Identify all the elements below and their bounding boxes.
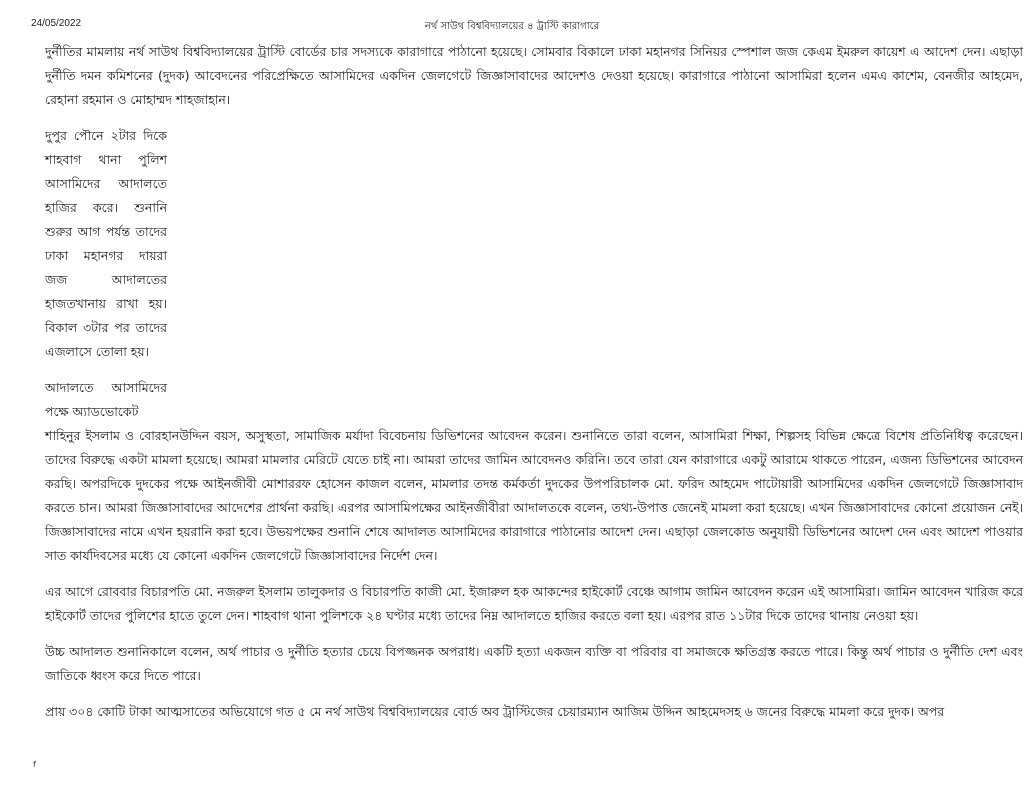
article-paragraph: দুর্নীতির মামলায় নর্থ সাউথ বিশ্ববিদ্যালয়ের ট্রাস্টি বোর্ডের চার সদস্যকে কারাগারে পাঠানো হয়েছে। সোমবার বিকালে ঢাকা মহানগর সিনিয়র স্পেশাল জজ কেএম ইমরুল কায়েশ এ আদেশ দেন। এছাড়া দুর্নীতি দমন কমিশনের (দুদক) আবেদনের পরিপ্রেক্ষিতে আসামিদের একদিন জেলগেটে জিজ্ঞাসাবাদের আদেশও দেওয়া হয়েছে। কারাগারে পাঠানো আসামিরা হলেন এমএ কাশেম, বেনজীর আহমেদ, রেহানা রহমান ও মোহাম্মদ শাহজাহান। xyxy=(45,44,1023,107)
article-paragraph: উচ্চ আদালত শুনানিকালে বলেন, অর্থ পাচার ও দুর্নীতি হত্যার চেয়ে বিপজ্জনক অপরাধ। একটি হত্যা একজন ব্যক্তি বা পরিবার বা সমাজকে ক্ষতিগ্রস্ত করতে পারে। কিন্তু অর্থ পাচার ও দুর্নীতি দেশ এবং জাতিকে ধ্বংস করে দিতে পারে। xyxy=(45,644,1023,683)
article-paragraph: আদালতে আসামিদের পক্ষে অ্যাডভোকেট xyxy=(45,380,167,419)
article-paragraph: শাহিনুর ইসলাম ও বোরহানউদ্দিন বয়স, অসুস্থতা, সামাজিক মর্যাদা বিবেচনায় ডিভিশনের আবেদন করেন। শুনানিতে তারা বলেন, আসামিরা শিক্ষা, শিল্পসহ বিভিন্ন ক্ষেত্রে বিশেষ প্রতিনিধিত্ব করেছেন। তাদের বিরুদ্ধে একটা মামলা হয়েছে। আমরা মামলার মেরিটে যেতে চাই না। আমরা তাদের জামিন আবেদনও করিনি। তবে তারা যেন কারাগারে একটু আরামে থাকতে পারেন, এজন্য ডিভিশনের আবেদন করছি। অপরদিকে দুদকের পক্ষে আইনজীবী মোশাররফ হোসেন কাজল বলেন, মামলার তদন্ত কর্মকর্তা দুদকের উপপরিচালক মো. ফরিদ আহমেদ পাটোয়ারী আসামিদের একদিন জেলগেটে জিজ্ঞাসাবাদ করতে চান। আমরা জিজ্ঞাসাবাদের আদেশের প্রার্থনা করছি। এরপর আসামিপক্ষের আইনজীবীরা আদালতকে বলেন, তথ্য-উপাত্ত জেনেই মামলা করা হয়েছে। এখন জিজ্ঞাসাবাদের কোনো প্রয়োজন নেই। জিজ্ঞাসাবাদের নামে এখন হয়রানি করা হবে। উভয়পক্ষের শুনানি শেষে আদালত আসামিদের কারাগারে পাঠানোর আদেশ দেন। এছাড়া জেলকোড অনুযায়ী ডিভিশনের আদেশ দেন এবং আদেশ পাওয়ার সাত কার্যদিবসের মধ্যে যে কোনো একদিন জেলগেটে জিজ্ঞাসাবাদের নির্দেশ দেন। xyxy=(45,428,1023,563)
article-paragraph: দুপুর পৌনে ২টার দিকে শাহবাগ থানা পুলিশ আসামিদের আদালতে হাজির করে। শুনানি শুরুর আগ পর্যন্ত তাদের ঢাকা মহানগর দায়রা জজ আদালতের হাজতখানায় রাখা হয়। বিকাল ৩টার পর তাদের এজলাসে তোলা হয়। xyxy=(45,128,167,359)
article-body xyxy=(45,40,1023,736)
article-paragraph: প্রায় ৩০৪ কোটি টাকা আত্মসাতের অভিযোগে গত ৫ মে নর্থ সাউথ বিশ্ববিদ্যালয়ের বোর্ড অব ট্রাস্টিজের চেয়ারম্যান আজিম উদ্দিন আহমেদসহ ৬ জনের বিরুদ্ধে মামলা করে দুদক। অপর xyxy=(45,704,945,719)
header-date: 24/05/2022 xyxy=(31,18,82,29)
header-title: নর্থ সাউথ বিশ্ববিদ্যালয়ের ৪ ট্রাস্টি কারাগারে xyxy=(424,21,600,32)
page-mark: f xyxy=(33,760,36,769)
article-paragraph: এর আগে রোববার বিচারপতি মো. নজরুল ইসলাম তালুকদার ও বিচারপতি কাজী মো. ইজারুল হক আকন্দের হাইকোর্ট বেঞ্চে আগাম জামিন আবেদন করেন এই আসামিরা। জামিন আবেদন খারিজ করে হাইকোর্ট তাদের পুলিশের হাতে তুলে দেন। শাহবাগ থানা পুলিশকে ২৪ ঘণ্টার মধ্যে তাদের নিম্ন আদালতে হাজির করতে বলা হয়। এরপর রাত ১১টার দিকে তাদের থানায় নেওয়া হয়। xyxy=(45,584,1023,623)
